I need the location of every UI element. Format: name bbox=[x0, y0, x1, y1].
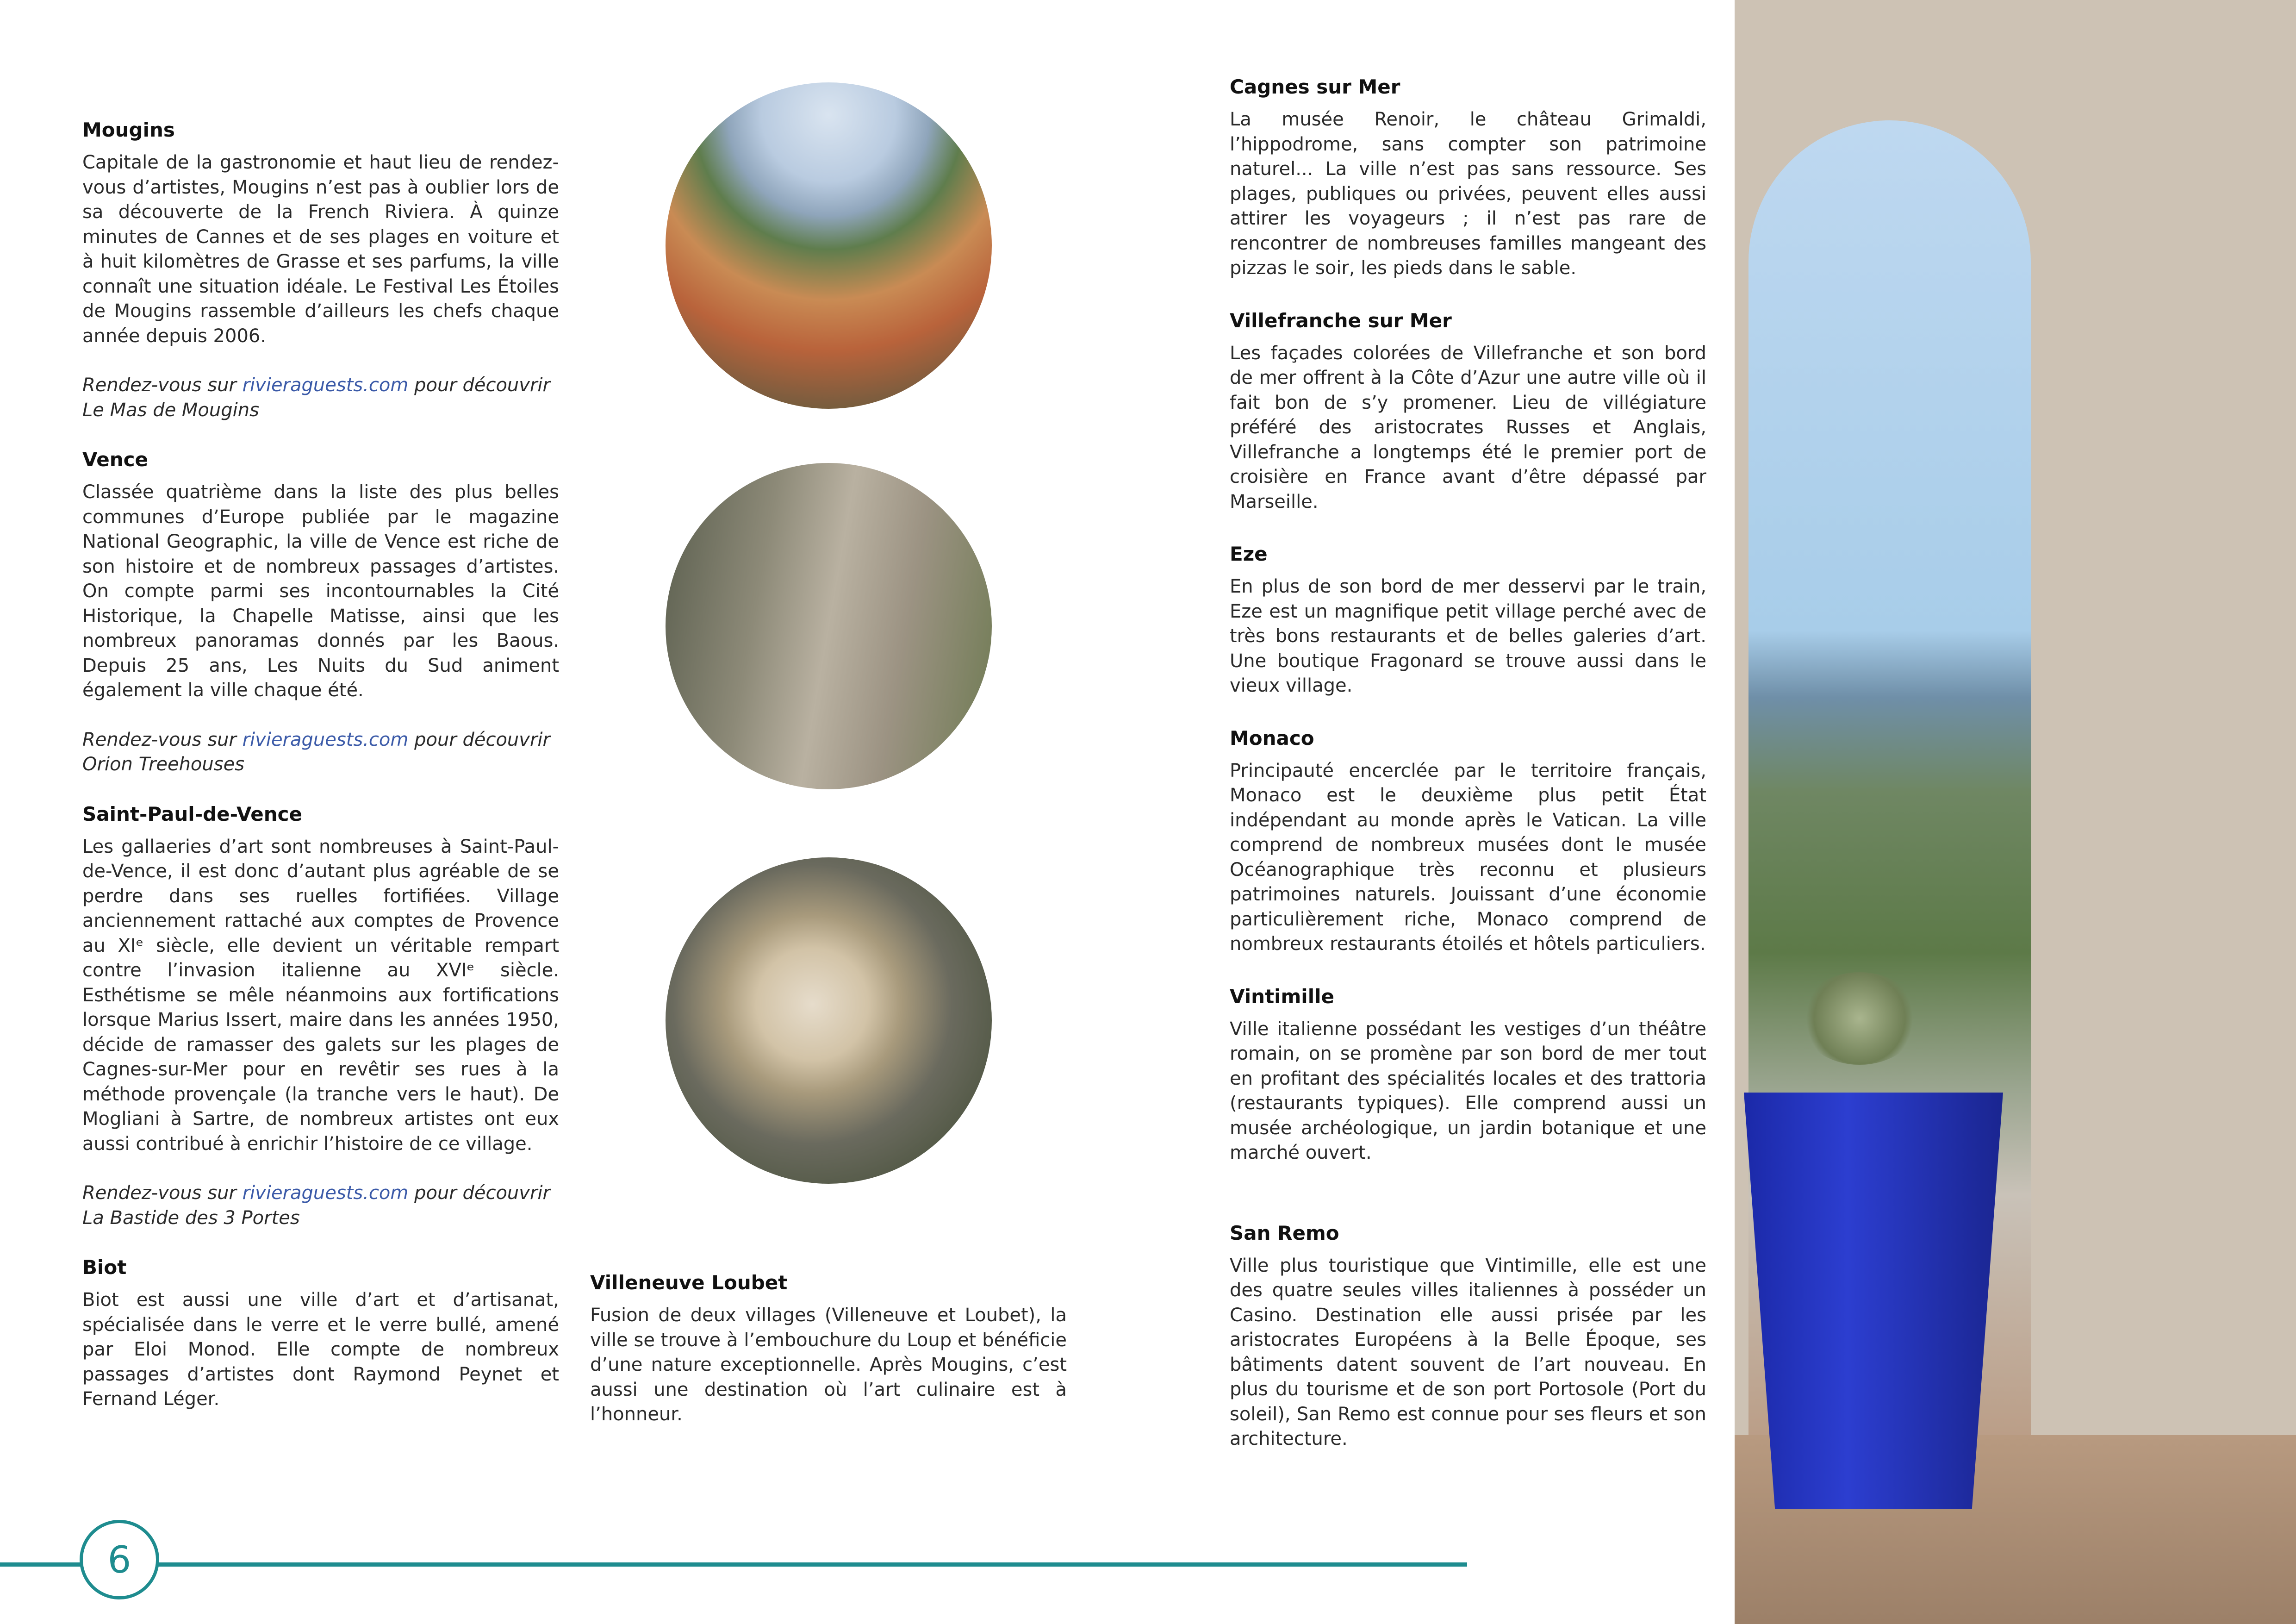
promo-text bbox=[82, 728, 559, 777]
rivieraguests-link[interactable]: rivieraguests.com bbox=[242, 1182, 409, 1204]
section-title: Eze bbox=[1230, 543, 1268, 565]
promo-prefix: Rendez-vous sur bbox=[82, 1182, 243, 1204]
section-vence bbox=[82, 448, 559, 777]
section-body: Capitale de la gastronomie et haut lieu de rendez-vous d’artistes, Mougins n’est pas à oublier lors de sa découverte de la French Riviera. À quinze minutes de Cannes et de ses plages en voiture et à huit kilomètres de Grasse et ses parfums, la ville connaît une situation idéale. Le Festival Les Étoiles de Mougins rassemble d’ailleurs les chefs chaque année depuis 2006. bbox=[82, 152, 559, 347]
promo-suffix: pour découvrir Le Mas de Mougins bbox=[82, 375, 550, 421]
blue-flower-pot bbox=[1744, 1093, 2003, 1509]
promo-text bbox=[82, 1181, 559, 1230]
section-title: Villefranche sur Mer bbox=[1230, 309, 1452, 332]
promo-prefix: Rendez-vous sur bbox=[82, 729, 243, 750]
section-body: Les gallaeries d’art sont nombreuses à Saint-Paul-de-Vence, il est donc d’autant plus agréable de se perdre dans ses ruelles fortifiées. Village anciennement rattaché aux comptes de Provence au XIᵉ siècle, elle devient un véritable rempart contre l’invasion italienne au XVIᵉ siècle. Esthétisme se mêle néanmoins aux fortifications lorsque Marius Issert, maire dans les années 1950, décide de ramasser des galets sur les plages de Cagnes-sur-Mer pour en revêtir ses rues à la méthode provençale (la tranche vers le haut). De Mogliani à Sartre, de nombreux artistes ont eux aussi contribué à enrichir l’histoire de ce village. bbox=[82, 836, 559, 1155]
section-title: Saint-Paul-de-Vence bbox=[82, 802, 303, 825]
section-body: Les façades colorées de Villefranche et son bord de mer offrent à la Côte d’Azur une autre ville où il fait bon de s’y promener. Lieu de villégiature préféré des aristocrates Russes et Anglais, Villefranche a longtemps été le premier port de croisière en France avant d’être dépassé par Marseille. bbox=[1230, 342, 1706, 512]
section-title: Cagnes sur Mer bbox=[1230, 75, 1400, 98]
section-villeneuve-loubet bbox=[590, 1271, 1067, 1427]
rivieraguests-link[interactable]: rivieraguests.com bbox=[242, 729, 409, 750]
section-mougins bbox=[82, 118, 559, 423]
section-cagnes-sur-mer bbox=[1230, 75, 1706, 281]
mougins-village-photo bbox=[666, 82, 992, 409]
section-title: Biot bbox=[82, 1256, 127, 1279]
section-body: Principauté encerclée par le territoire français, Monaco est le deuxième plus petit État indépendant au monde après le Vatican. La ville comprend de nombreux musées dont le musée Océanographique très reconnu et plusieurs patrimoines naturels. Jouissant d’une économie particulièrement riche, Monaco comprend de nombreux restaurants étoilés et hôtels particuliers. bbox=[1230, 760, 1706, 955]
left-column bbox=[82, 118, 559, 1412]
section-body: La musée Renoir, le château Grimaldi, l’hippodrome, sans compter son patrimoine naturel... La ville n’est pas sans ressource. Ses plages, publiques ou privées, peuvent elles aussi attirer les voyageurs ; il n’est pas rare de rencontrer de nombreuses familles mangeant des pizzas le soir, les pieds dans le sable. bbox=[1230, 109, 1706, 279]
section-san-remo bbox=[1230, 1221, 1706, 1452]
section-biot bbox=[82, 1255, 559, 1412]
section-body: Ville plus touristique que Vintimille, elle est une des quatre seules villes italiennes à posséder un Casino. Destination elle aussi prisée par les aristocrates Européens à la Belle Époque, ses bâtiments datent souvent de l’art nouveau. En plus du tourisme et de son port Portosole (Port du soleil), San Remo est connue pour ses fleurs et son architecture. bbox=[1230, 1255, 1706, 1449]
section-title: Vence bbox=[82, 448, 148, 471]
section-vintimille bbox=[1230, 985, 1706, 1166]
section-body: Biot est aussi une ville d’art et d’artisanat, spécialisée dans le verre et le verre bullé, amené par Eloi Monod. Elle compte de nombreux passages d’artistes dont Raymond Peynet et Fernand Léger. bbox=[82, 1289, 559, 1410]
vence-street-photo bbox=[666, 463, 992, 789]
middle-column bbox=[590, 1271, 1067, 1427]
section-title: Villeneuve Loubet bbox=[590, 1271, 788, 1294]
section-body: Fusion de deux villages (Villeneuve et Loubet), la ville se trouve à l’embouchure du Loup et bénéficie d’une nature exceptionnelle. Après Mougins, c’est aussi une destination où l’art culinaire est à l’honneur. bbox=[590, 1305, 1067, 1425]
promo-suffix: pour découvrir Orion Treehouses bbox=[82, 729, 550, 775]
page-number: 6 bbox=[107, 1538, 131, 1581]
right-column bbox=[1230, 75, 1706, 1452]
section-title: San Remo bbox=[1230, 1221, 1339, 1244]
footer-rule bbox=[0, 1562, 1467, 1567]
section-body: Classée quatrième dans la liste des plus belles communes d’Europe publiée par le magazine National Geographic, la ville de Vence est riche de son histoire et de nombreux passages d’artistes. On compte parmi ses incontournables la Cité Historique, la Chapelle Matisse, ainsi que les nombreux panoramas donnés par les Baous. Depuis 25 ans, Les Nuits du Sud animent également la ville chaque été. bbox=[82, 481, 559, 701]
succulent-plant bbox=[1799, 972, 1920, 1065]
section-saint-paul-de-vence bbox=[82, 802, 559, 1231]
section-title: Monaco bbox=[1230, 726, 1314, 750]
section-body: En plus de son bord de mer desservi par le train, Eze est un magnifique petit village perché avec de très bons restaurants et de belles galeries d’art. Une boutique Fragonard se trouve aussi dans le vieux village. bbox=[1230, 576, 1706, 696]
section-monaco bbox=[1230, 726, 1706, 957]
section-title: Vintimille bbox=[1230, 985, 1334, 1008]
section-villefranche-sur-mer bbox=[1230, 309, 1706, 515]
arch-window-blue-pot-photo bbox=[1735, 0, 2296, 1624]
section-title: Mougins bbox=[82, 119, 175, 141]
stone-sculpture-photo bbox=[666, 857, 992, 1184]
page-number-badge bbox=[80, 1520, 159, 1599]
promo-suffix: pour découvrir La Bastide des 3 Portes bbox=[82, 1182, 550, 1229]
promo-prefix: Rendez-vous sur bbox=[82, 375, 243, 396]
promo-text bbox=[82, 373, 559, 423]
section-body: Ville italienne possédant les vestiges d’un théâtre romain, on se promène par son bord de mer tout en profitant des spécialités locales et des trattoria (restaurants typiques). Elle comprend aussi un musée archéologique, un jardin botanique et une marché ouvert. bbox=[1230, 1018, 1706, 1163]
section-eze bbox=[1230, 542, 1706, 699]
rivieraguests-link[interactable]: rivieraguests.com bbox=[242, 375, 409, 396]
